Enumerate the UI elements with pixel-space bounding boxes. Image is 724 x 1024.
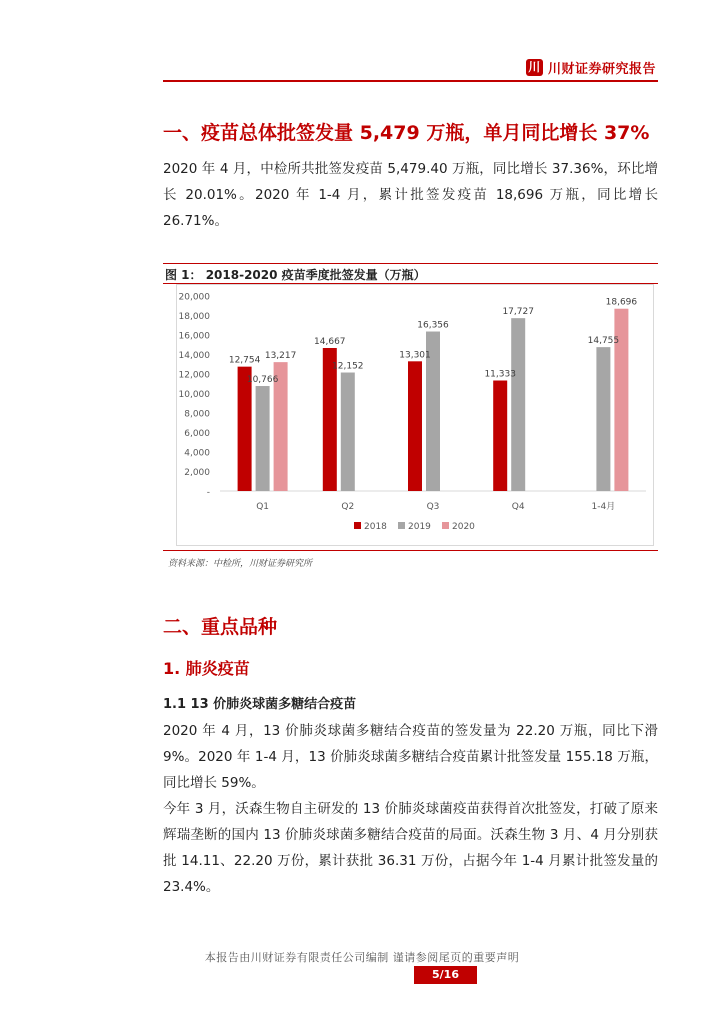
bar-2019-Q4 [511,318,525,491]
bar-2019-Q1 [256,386,270,491]
y-tick-label: 20,000 [178,292,210,303]
subsection-title: 1. 肺炎疫苗 [163,659,250,678]
y-tick-label: 8,000 [184,409,210,420]
legend-swatch-2019 [398,522,405,529]
section2-paragraph-2: 今年 3 月，沃森生物自主研发的 13 价肺炎球菌疫苗获得首次批签发，打破了原来辉瑞垄断的国内 13 价肺炎球菌多糖结合疫苗的局面。沃森生物 3 月、4 月分别获批 14.11、22.20 万份，累计获批 36.31 万份，占据今年 1-4 月累计批签发量的 23.4%。 [163,801,658,895]
figure-top-rule [163,263,658,264]
data-label-2018-Q2: 14,667 [314,336,346,347]
x-category-label: Q2 [341,502,355,512]
footer-disclaimer: 本报告由川财证券有限责任公司编制 谨请参阅尾页的重要声明 [204,951,520,964]
y-tick-label: 16,000 [178,331,210,342]
brand-header [526,58,656,77]
legend-label-2018: 2018 [364,522,387,532]
data-label-2020-1-4月: 18,696 [605,297,638,308]
section2-paragraph-1: 2020 年 4 月，13 价肺炎球菌多糖结合疫苗的签发量为 22.20 万瓶，同比下滑 9%。2020 年 1-4 月，13 价肺炎球菌多糖结合疫苗累计批签发量 155.18 万瓶，同比增长 59%。 [163,723,658,791]
data-label-2019-Q3: 16,356 [417,320,449,331]
y-tick-label: 10,000 [178,390,210,400]
x-category-label: 1-4月 [591,502,616,512]
legend-label-2019: 2019 [408,522,431,532]
x-category-label: Q4 [511,502,525,512]
data-label-2020-Q1: 13,217 [264,351,297,362]
brand-logo-icon: 川 [526,59,543,76]
data-label-2019-Q4: 17,727 [502,307,534,318]
y-tick-label: 14,000 [178,351,210,361]
legend-label-2020: 2020 [452,522,475,532]
figure-bottom-rule [163,550,658,551]
section1-paragraph: 2020 年 4 月，中检所共批签发疫苗 5,479.40 万瓶，同比增长 37.36%，环比增长 20.01%。2020 年 1-4 月，累计批签发疫苗 18,696 万瓶，同比增长 26.71%。 [163,161,658,229]
section1-title: 一、疫苗总体批签发量 5,479 万瓶，单月同比增长 37% [163,122,650,144]
x-category-label: Q1 [256,502,270,512]
y-tick-label: 18,000 [178,312,210,322]
bar-2018-Q4 [493,381,507,491]
brand-name: 川财证券研究报告 [547,62,656,77]
legend-swatch-2020 [442,522,449,529]
figure-title: 图 1： 2018-2020 疫苗季度批签发量（万瓶） [165,268,426,282]
data-label-2018-Q3: 13,301 [399,350,431,361]
chart-legend [354,522,475,532]
figure-source: 资料来源：中检所，川财证券研究所 [168,559,313,569]
bar-2019-Q2 [341,373,355,491]
data-label-2019-Q1: 10,766 [246,375,279,386]
data-label-2019-1-4月: 14,755 [587,336,620,347]
bar-2018-Q3 [408,361,422,491]
data-label-2018-Q4: 11,333 [484,369,516,380]
header-divider [163,80,658,82]
bar-2018-Q1 [238,367,252,491]
y-tick-label: 4,000 [184,448,210,459]
y-tick-label: - [206,487,210,498]
data-label-2018-Q1: 12,754 [228,355,261,366]
y-tick-label: 12,000 [178,370,210,381]
legend-swatch-2018 [354,522,361,529]
y-tick-label: 2,000 [184,468,210,478]
data-label-2019-Q2: 12,152 [332,361,364,372]
vaccine-batch-chart [176,284,654,546]
subsubsection-title: 1.1 13 价肺炎球菌多糖结合疫苗 [163,697,357,712]
section2-title: 二、重点品种 [163,616,278,638]
bar-2019-1-4月 [596,347,610,491]
y-tick-label: 6,000 [184,429,210,439]
x-category-label: Q3 [426,502,440,512]
page-number: 5/16 [414,966,477,984]
